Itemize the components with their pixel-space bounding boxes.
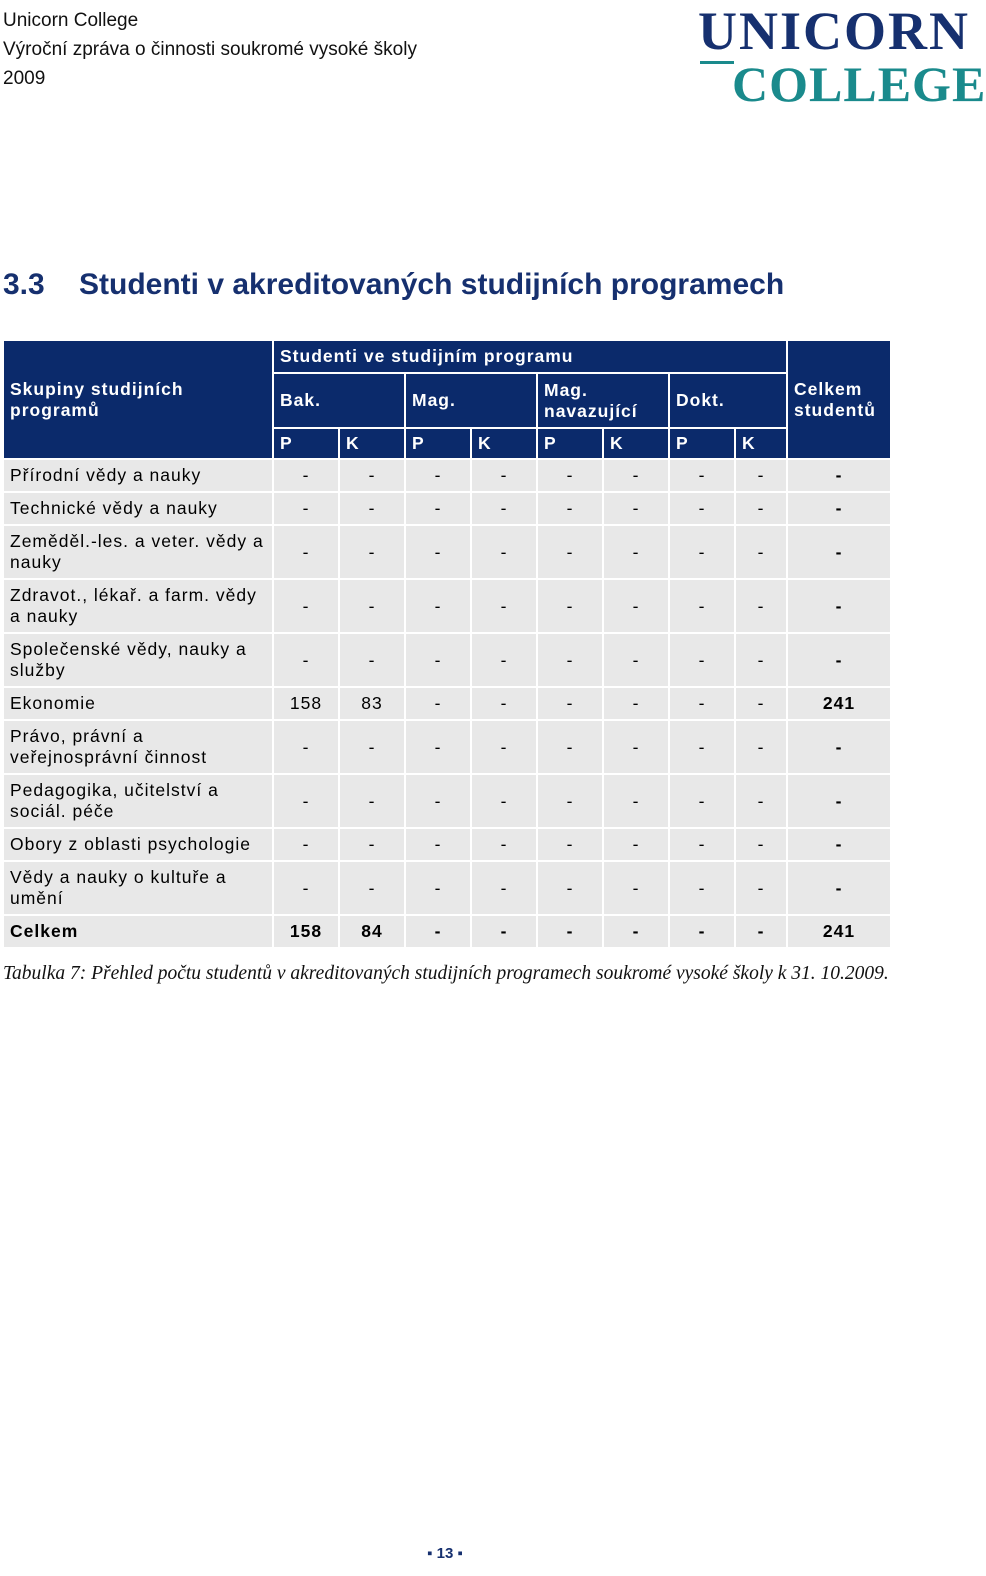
cell-value: - [669,525,735,579]
cell-value: - [603,525,669,579]
cell-value: - [669,633,735,687]
cell-value: - [603,774,669,828]
row-label: Společenské vědy, nauky a služby [3,633,273,687]
logo-word-college: COLLEGE [732,56,986,112]
cell-value: - [339,459,405,492]
cell-value: 83 [339,687,405,720]
section-number: 3.3 [3,268,45,301]
cell-value: - [735,828,787,861]
cell-value: - [735,459,787,492]
cell-value: - [537,687,603,720]
cell-value: - [603,687,669,720]
cell-value: - [339,861,405,915]
cell-value: - [669,861,735,915]
cell-value: - [537,828,603,861]
cell-value: - [339,774,405,828]
cell-value: - [735,633,787,687]
row-total: - [787,492,891,525]
cell-value: - [273,720,339,774]
cell-value: - [537,915,603,948]
cell-value: - [735,579,787,633]
total-header: Celkem studentů [787,340,891,459]
cell-value: - [339,525,405,579]
cell-value: - [735,525,787,579]
logo-word-unicorn: UNICORN [698,1,971,61]
table-row [3,687,891,720]
table-row [3,720,891,774]
level-master: Mag. [405,373,537,428]
cell-value: - [471,861,537,915]
cell-value: - [537,525,603,579]
cell-value: - [603,861,669,915]
document-header [3,6,417,93]
cell-value: - [537,459,603,492]
cell-value: - [735,687,787,720]
cell-value: - [735,774,787,828]
level-follow-up-master: Mag. navazující [537,373,669,428]
row-label: Vědy a nauky o kultuře a umění [3,861,273,915]
cell-value: - [669,720,735,774]
cell-value: - [669,579,735,633]
total-row [3,915,891,948]
table-row [3,459,891,492]
cell-value: - [405,861,471,915]
cell-value: - [405,633,471,687]
cell-value: 84 [339,915,405,948]
cell-value: - [537,774,603,828]
cell-value: - [471,492,537,525]
table-caption: Tabulka 7: Přehled počtu studentů v akreditovaných studijních programech soukromé vysoké školy k 31. 10.2009. [3,963,889,984]
cell-value: 158 [273,915,339,948]
unicorn-college-logo [698,1,986,112]
cell-value: - [537,720,603,774]
row-label: Technické vědy a nauky [3,492,273,525]
cell-value: - [471,720,537,774]
row-total: - [787,861,891,915]
header-institution: Unicorn College [3,10,139,31]
row-label: Právo, právní a veřejnosprávní činnost [3,720,273,774]
row-total: - [787,720,891,774]
programs-header: Studenti ve studijním programu [273,340,787,373]
study-form-header: P [537,428,603,459]
table-row [3,492,891,525]
cell-value: - [471,687,537,720]
page-number: ▪ 13 ▪ [427,1545,463,1562]
header-report-title: Výroční zpráva o činnosti soukromé vysoké školy [3,39,417,60]
level-doctoral: Dokt. [669,373,787,428]
cell-value: - [735,492,787,525]
study-form-header: K [735,428,787,459]
cell-value: - [669,828,735,861]
study-form-header: P [669,428,735,459]
cell-value: - [273,861,339,915]
cell-value: - [273,525,339,579]
cell-value: - [405,828,471,861]
study-form-header: K [603,428,669,459]
cell-value: - [603,633,669,687]
row-label: Obory z oblasti psychologie [3,828,273,861]
cell-value: - [537,579,603,633]
cell-value: - [405,720,471,774]
cell-value: - [603,915,669,948]
cell-value: 158 [273,687,339,720]
cell-value: - [405,687,471,720]
table-row [3,861,891,915]
cell-value: - [273,633,339,687]
students-table [2,339,892,949]
cell-value: - [339,492,405,525]
study-form-header: K [471,428,537,459]
cell-value: - [405,579,471,633]
cell-value: - [537,861,603,915]
cell-value: - [669,687,735,720]
cell-value: - [273,774,339,828]
cell-value: - [669,492,735,525]
row-total: - [787,828,891,861]
cell-value: - [669,459,735,492]
cell-value: - [735,861,787,915]
cell-value: - [273,459,339,492]
table-row [3,525,891,579]
cell-value: - [405,525,471,579]
cell-value: - [735,915,787,948]
cell-value: - [603,492,669,525]
cell-value: - [273,492,339,525]
table-row [3,774,891,828]
cell-value: - [537,633,603,687]
study-form-header: K [339,428,405,459]
table-row [3,828,891,861]
cell-value: - [603,828,669,861]
section-title-text: Studenti v akreditovaných studijních programech [79,268,785,301]
cell-value: - [405,915,471,948]
cell-value: - [603,720,669,774]
cell-value: - [471,633,537,687]
study-form-header: P [405,428,471,459]
group-header: Skupiny studijních programů [3,340,273,459]
cell-value: - [669,774,735,828]
cell-value: - [471,828,537,861]
cell-value: - [669,915,735,948]
section-heading [3,268,784,302]
row-label: Přírodní vědy a nauky [3,459,273,492]
cell-value: - [471,915,537,948]
table-row [3,579,891,633]
cell-value: - [735,720,787,774]
study-form-header: P [273,428,339,459]
level-bachelor: Bak. [273,373,405,428]
cell-value: - [603,459,669,492]
cell-value: - [471,774,537,828]
cell-value: - [471,525,537,579]
row-label: Zeměděl.-les. a veter. vědy a nauky [3,525,273,579]
cell-value: - [537,492,603,525]
row-label: Zdravot., lékař. a farm. vědy a nauky [3,579,273,633]
logo-accent-line [700,61,734,64]
header-year: 2009 [3,68,46,89]
cell-value: - [603,579,669,633]
row-total: - [787,774,891,828]
row-total: - [787,579,891,633]
row-label: Pedagogika, učitelství a sociál. péče [3,774,273,828]
row-total: - [787,525,891,579]
cell-value: - [339,633,405,687]
row-total: - [787,459,891,492]
cell-value: - [273,579,339,633]
row-label: Ekonomie [3,687,273,720]
row-total: 241 [787,915,891,948]
row-total: 241 [787,687,891,720]
table-row [3,633,891,687]
row-label: Celkem [3,915,273,948]
cell-value: - [405,459,471,492]
cell-value: - [339,720,405,774]
cell-value: - [471,459,537,492]
row-total: - [787,633,891,687]
cell-value: - [339,828,405,861]
cell-value: - [471,579,537,633]
cell-value: - [273,828,339,861]
cell-value: - [339,579,405,633]
cell-value: - [405,492,471,525]
cell-value: - [405,774,471,828]
